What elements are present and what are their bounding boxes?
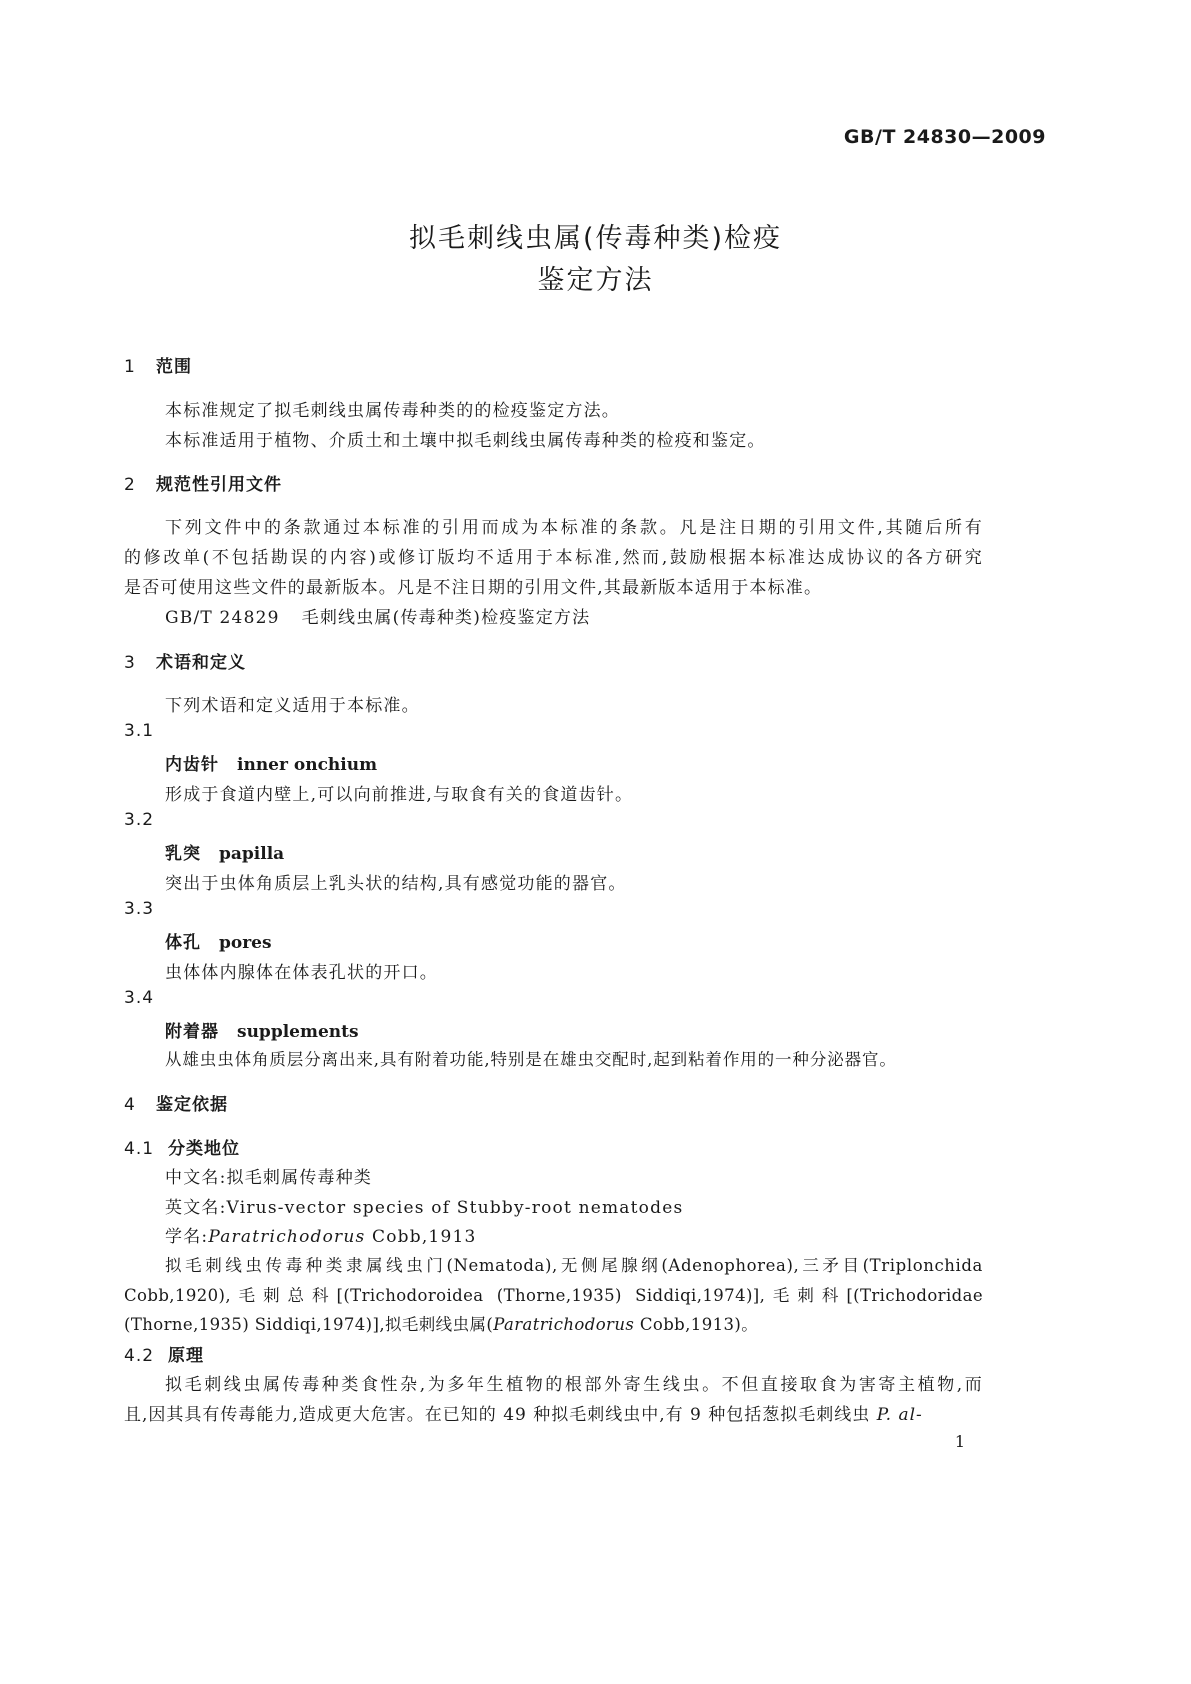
classification-line2: Cobb,1920),毛刺总科[(Trichodoroidea (Thorne,1935) Siddiqi,1974)],毛刺科[(Trichodoridae	[124, 1286, 983, 1305]
classification-text: Cobb,1913)。	[634, 1315, 759, 1334]
references-paragraph-line1: 下列文件中的条款通过本标准的引用而成为本标准的条款。凡是注日期的引用文件,其随后所有	[165, 518, 983, 538]
term-definition: 虫体体内腺体在体表孔状的开口。	[165, 963, 438, 983]
section-3-heading	[124, 648, 246, 673]
section-number: 4	[124, 1095, 136, 1115]
term-number: 3.3	[124, 899, 155, 919]
term-entry	[165, 839, 284, 864]
chinese-name: 中文名:拟毛刺属传毒种类	[165, 1168, 373, 1188]
page-number: 1	[954, 1432, 965, 1451]
reference-code: GB/T 24829	[165, 608, 280, 628]
section-number: 1	[124, 357, 136, 377]
scope-paragraph-2: 本标准适用于植物、介质土和土壤中拟毛刺线虫属传毒种类的检疫和鉴定。	[165, 431, 766, 451]
genus-name: Paratrichodorus	[208, 1227, 366, 1247]
subsection-title: 原理	[168, 1346, 204, 1366]
term-definition: 从雄虫虫体角质层分离出来,具有附着功能,特别是在雄虫交配时,起到粘着作用的一种分泌器官。	[165, 1050, 897, 1069]
principle-line1: 拟毛刺线虫属传毒种类食性杂,为多年生植物的根部外寄生线虫。不但直接取食为害寄主植物,而	[165, 1375, 983, 1395]
scientific-name	[165, 1222, 477, 1247]
term-number: 3.1	[124, 721, 155, 741]
scientific-name-label: 学名:	[165, 1227, 209, 1247]
term-entry	[165, 928, 272, 953]
term-entry	[165, 750, 377, 775]
classification-line3	[124, 1311, 758, 1335]
term-number: 3.4	[124, 988, 155, 1008]
term-definition: 形成于食道内壁上,可以向前推进,与取食有关的食道齿针。	[165, 785, 634, 805]
subsection-title: 分类地位	[168, 1139, 240, 1159]
scope-paragraph-1: 本标准规定了拟毛刺线虫属传毒种类的的检疫鉴定方法。	[165, 401, 620, 421]
classification-line1: 拟毛刺线虫传毒种类隶属线虫门(Nematoda),无侧尾腺纲(Adenophorea),三矛目(Triplonchida	[165, 1256, 983, 1275]
reference-title: 毛刺线虫属(传毒种类)检疫鉴定方法	[301, 608, 591, 628]
terms-intro: 下列术语和定义适用于本标准。	[165, 696, 420, 716]
term-chinese: 乳突	[165, 844, 201, 864]
authority: Cobb,1913	[365, 1227, 477, 1247]
term-english: supplements	[237, 1022, 359, 1042]
subsection-number: 4.1	[124, 1139, 155, 1159]
section-2-heading	[124, 470, 282, 495]
term-english: papilla	[219, 844, 285, 864]
subsection-number: 4.2	[124, 1346, 155, 1366]
species-abbrev: P. al-	[876, 1405, 923, 1425]
references-paragraph-line3: 是否可使用这些文件的最新版本。凡是不注日期的引用文件,其最新版本适用于本标准。	[124, 578, 823, 598]
subsection-4-1-heading	[124, 1134, 240, 1159]
document-title-line2: 鉴定方法	[537, 265, 654, 296]
section-number: 2	[124, 475, 136, 495]
term-entry	[165, 1017, 359, 1042]
standard-code: GB/T 24830—2009	[843, 126, 1046, 148]
section-number: 3	[124, 653, 136, 673]
section-1-heading	[124, 352, 192, 377]
document-title-line1: 拟毛刺线虫属(传毒种类)检疫	[408, 223, 783, 254]
references-paragraph-line2: 的修改单(不包括勘误的内容)或修订版均不适用于本标准,然而,鼓励根据本标准达成协议的各方研究	[124, 548, 983, 568]
principle-text: 且,因其具有传毒能力,造成更大危害。在已知的 49 种拟毛刺线虫中,有 9 种包括葱拟毛刺线虫	[124, 1405, 877, 1425]
genus-name: Paratrichodorus	[493, 1315, 635, 1334]
reference-entry	[165, 603, 590, 628]
term-number: 3.2	[124, 810, 155, 830]
section-4-heading	[124, 1090, 228, 1115]
term-chinese: 附着器	[165, 1022, 219, 1042]
principle-line2	[124, 1400, 923, 1425]
section-title: 鉴定依据	[156, 1095, 228, 1115]
term-definition: 突出于虫体角质层上乳头状的结构,具有感觉功能的器官。	[165, 874, 627, 894]
term-english: pores	[219, 933, 272, 953]
term-chinese: 体孔	[165, 933, 201, 953]
subsection-4-2-heading	[124, 1341, 204, 1366]
english-name: 英文名:Virus-vector species of Stubby-root nematodes	[165, 1198, 684, 1218]
term-english: inner onchium	[237, 755, 378, 775]
term-chinese: 内齿针	[165, 755, 219, 775]
section-title: 术语和定义	[156, 653, 246, 673]
classification-text: (Thorne,1935) Siddiqi,1974)],拟毛刺线虫属(	[124, 1315, 494, 1334]
section-title: 规范性引用文件	[156, 475, 282, 495]
section-title: 范围	[156, 357, 192, 377]
